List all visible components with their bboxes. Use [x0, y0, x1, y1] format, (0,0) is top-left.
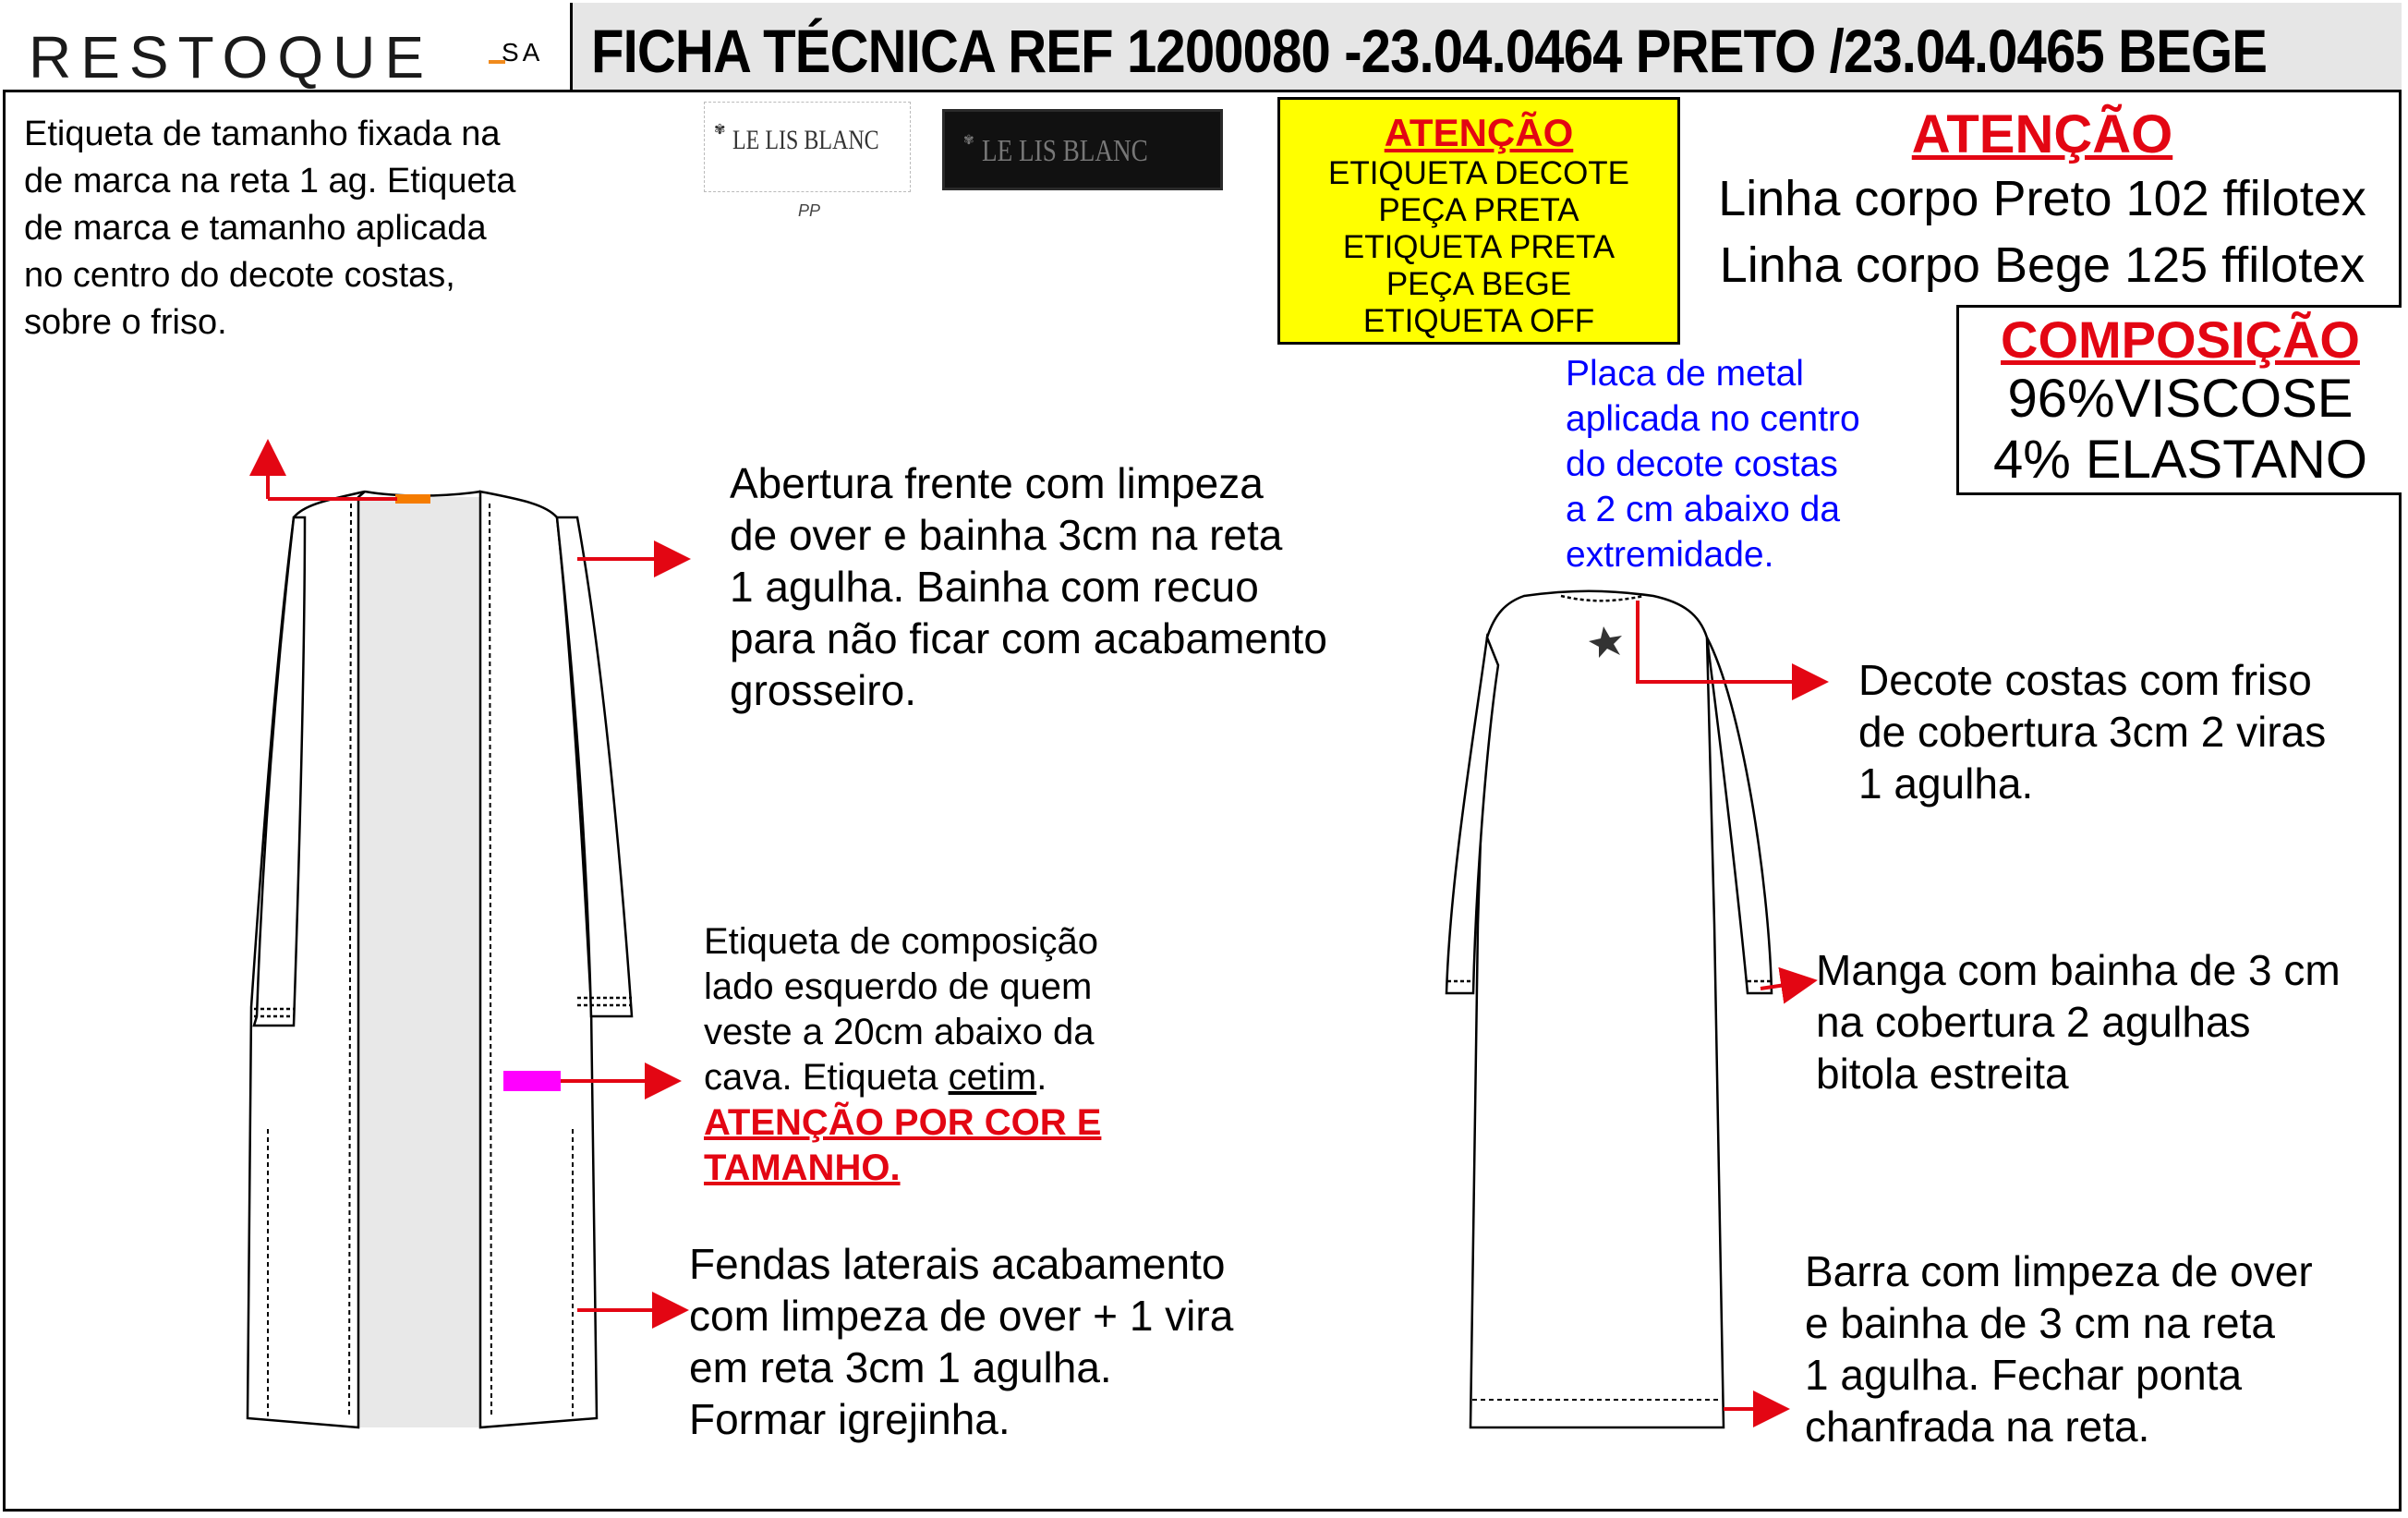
note-line: chanfrada na reta. [1805, 1403, 2150, 1451]
lily-icon: ✾ [714, 122, 726, 138]
metal-plate-line: aplicada no centro [1566, 399, 1860, 439]
white-label-size: PP [798, 201, 821, 220]
note-line: Decote costas com friso [1858, 656, 2312, 704]
note-line: em reta 3cm 1 agulha. [689, 1343, 1112, 1391]
black-label-text: LE LIS BLANC [982, 134, 1148, 168]
note-text: . [1036, 1057, 1047, 1098]
thread-line: Linha corpo Bege 125 ffilotex [1719, 237, 2366, 293]
back-view-sketch [1446, 591, 1772, 1427]
note-text-underlined: cetim [948, 1057, 1037, 1098]
note-line: para não ficar com acabamento [730, 614, 1327, 662]
color-size-warning: ATENÇÃO POR COR E [704, 1102, 1102, 1143]
metal-plate-line: a 2 cm abaixo da [1566, 490, 1841, 529]
brand-logo: RESTOQUE [29, 24, 433, 91]
front-inner-back [358, 497, 480, 1427]
note-line: grosseiro. [730, 666, 916, 714]
white-label-text: LE LIS BLANC [732, 125, 879, 155]
neck-size-marker [395, 494, 430, 504]
note-line: lado esquerdo de quem [704, 966, 1093, 1007]
front-left-sleeve [254, 517, 305, 1026]
brand-suffix: SA [502, 38, 544, 67]
note-text: cava. Etiqueta [704, 1057, 949, 1098]
label-note-line: sobre o friso. [24, 303, 227, 342]
metal-plate-line: Placa de metal [1566, 354, 1804, 394]
composition-line: 4% ELASTANO [1992, 430, 2368, 490]
note-line: Barra com limpeza de over [1805, 1247, 2313, 1295]
note-line: 1 agulha. [1858, 759, 2034, 808]
composition-line: 96%VISCOSE [2007, 369, 2354, 429]
attention-thread-title: ATENÇÃO [1911, 104, 2173, 164]
lily-icon: ✾ [963, 132, 974, 147]
label-note-line: de marca e tamanho aplicada [24, 209, 487, 248]
note-line: com limpeza de over + 1 vira [689, 1292, 1234, 1340]
note-line: Formar igrejinha. [689, 1395, 1010, 1443]
back-body [1470, 591, 1724, 1427]
note-line: Manga com bainha de 3 cm [1816, 946, 2341, 994]
attention-line: ETIQUETA OFF [1362, 303, 1595, 339]
composition-label-marker [503, 1071, 561, 1091]
attention-line: PEÇA BEGE [1386, 266, 1572, 302]
label-note-line: no centro do decote costas, [24, 256, 455, 295]
label-note-line: Etiqueta de tamanho fixada na [24, 115, 501, 153]
note-line: bitola estreita [1816, 1050, 2069, 1098]
back-right-sleeve [1707, 638, 1772, 993]
front-view-sketch [248, 492, 632, 1427]
color-size-warning: TAMANHO. [704, 1148, 901, 1188]
note-line: 1 agulha. Fechar ponta [1805, 1351, 2243, 1399]
note-line: de cobertura 3cm 2 viras [1858, 708, 2327, 756]
attention-line: ETIQUETA PRETA [1342, 229, 1615, 265]
attention-line: PEÇA PRETA [1378, 192, 1579, 228]
note-line: Etiqueta de composição [704, 921, 1098, 962]
metal-plate-line: extremidade. [1566, 535, 1774, 575]
note-line: veste a 20cm abaixo da [704, 1012, 1095, 1052]
composition-title: COMPOSIÇÃO [2001, 310, 2360, 369]
attention-line: ETIQUETA DECOTE [1327, 155, 1630, 191]
thread-line: Linha corpo Preto 102 ffilotex [1718, 171, 2366, 226]
note-line: 1 agulha. Bainha com recuo [730, 563, 1259, 611]
note-line: e bainha de 3 cm na reta [1805, 1299, 2275, 1347]
page-title: FICHA TÉCNICA REF 1200080 -23.04.0464 PRETO /23.04.0465 BEGE [591, 17, 2268, 85]
metal-plate-line: do decote costas [1566, 444, 1838, 484]
label-note-line: de marca na reta 1 ag. Etiqueta [24, 162, 516, 200]
note-line: de over e bainha 3cm na reta [730, 511, 1283, 559]
note-line: Abertura frente com limpeza [730, 459, 1264, 507]
note-line: Fendas laterais acabamento [689, 1240, 1226, 1288]
attention-title: ATENÇÃO [1384, 111, 1574, 154]
note-line: na cobertura 2 agulhas [1816, 998, 2251, 1046]
